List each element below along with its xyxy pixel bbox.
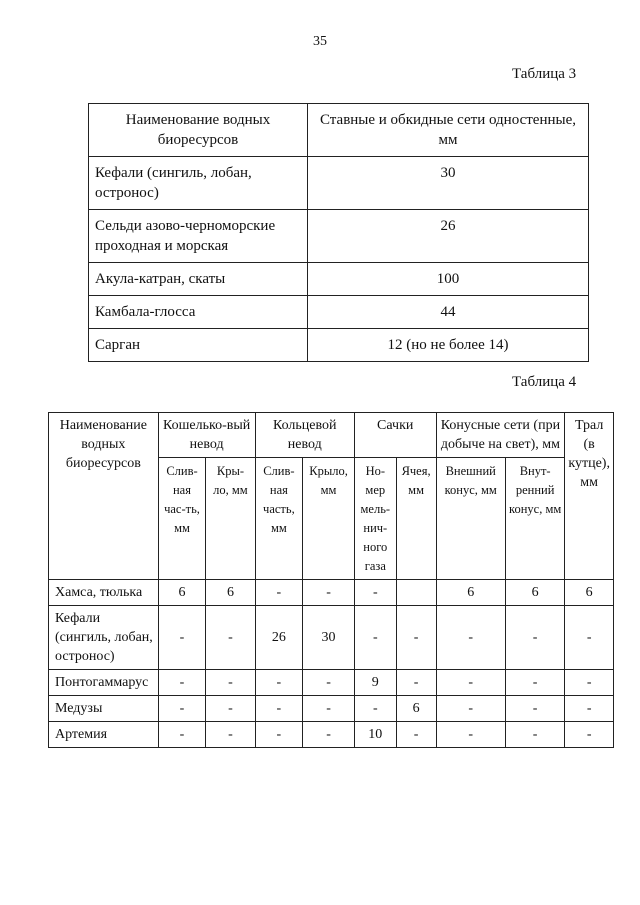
table3-row-name: Камбала-глосса <box>89 296 308 329</box>
table4-cell: 6 <box>396 696 436 722</box>
table4-cell: - <box>255 722 303 748</box>
table4-sub-kosh-sliv: Слив-ная час-ть, мм <box>158 458 206 580</box>
table4-cell: - <box>565 696 614 722</box>
table3-row-value: 12 (но не более 14) <box>308 329 589 362</box>
table3-row-value: 44 <box>308 296 589 329</box>
table4-cell: - <box>158 722 206 748</box>
table3-row-value: 26 <box>308 210 589 263</box>
table4-sub-sach-nomer: Но-мер мель-нич-ного газа <box>354 458 396 580</box>
table3-row-value: 100 <box>308 263 589 296</box>
table4-row-name: Хамса, тюлька <box>49 580 159 606</box>
table3 <box>88 103 589 362</box>
table4-cell: - <box>158 670 206 696</box>
table4-cell: - <box>396 722 436 748</box>
table-row <box>49 696 614 722</box>
table4-cell: - <box>436 722 505 748</box>
table4-cell: - <box>354 606 396 670</box>
table4-cell <box>396 580 436 606</box>
table4-cell: - <box>505 722 564 748</box>
table4-sub-kolt-sliv: Слив-ная часть, мм <box>255 458 303 580</box>
table4-cell: - <box>354 580 396 606</box>
table4-sub-kolt-krylo: Крыло, мм <box>303 458 355 580</box>
table4-cell: - <box>303 722 355 748</box>
table3-row-name: Сельди азово-черноморские проходная и морская <box>89 210 308 263</box>
table4-cell: 6 <box>206 580 255 606</box>
table4-header-koshelkovy: Кошелько-вый невод <box>158 413 255 458</box>
table3-row-name: Кефали (сингиль, лобан, остронос) <box>89 157 308 210</box>
table4-row-name: Кефали (сингиль, лобан, остронос) <box>49 606 159 670</box>
table4-cell: 6 <box>436 580 505 606</box>
table3-caption: Таблица 3 <box>512 66 577 82</box>
table-row <box>49 580 614 606</box>
table4-sub-sach-yacheya: Ячея, мм <box>396 458 436 580</box>
table4-cell: 6 <box>505 580 564 606</box>
table4 <box>48 412 614 748</box>
table4-cell: 26 <box>255 606 303 670</box>
table4-cell: - <box>505 670 564 696</box>
table4-header-row <box>49 413 614 458</box>
table4-cell: 6 <box>565 580 614 606</box>
table4-sub-kon-vnutrenniy: Внут-ренний конус, мм <box>505 458 564 580</box>
table4-cell: - <box>206 606 255 670</box>
table-row <box>49 722 614 748</box>
table4-sub-kosh-krylo: Кры-ло, мм <box>206 458 255 580</box>
table4-cell: - <box>396 670 436 696</box>
table4-cell: - <box>436 670 505 696</box>
table4-cell: - <box>206 722 255 748</box>
table4-cell: - <box>303 580 355 606</box>
table4-cell: - <box>505 606 564 670</box>
table-row <box>89 210 589 263</box>
table4-cell: - <box>565 722 614 748</box>
table4-row-name: Медузы <box>49 696 159 722</box>
table4-header-name: Наименование водных биоресурсов <box>49 413 159 580</box>
table4-cell: - <box>565 606 614 670</box>
table4-cell: - <box>436 696 505 722</box>
table4-row-name: Артемия <box>49 722 159 748</box>
table4-cell: - <box>565 670 614 696</box>
table4-cell: - <box>505 696 564 722</box>
table4-cell: - <box>158 696 206 722</box>
table4-cell: - <box>206 670 255 696</box>
table4-header-koltsevoy: Кольцевой невод <box>255 413 354 458</box>
table4-body <box>49 580 614 748</box>
page-number: 35 <box>313 34 327 49</box>
table4-cell: 30 <box>303 606 355 670</box>
table4-header-konusnye: Конусные сети (при добыче на свет), мм <box>436 413 565 458</box>
table4-header-sachki: Сачки <box>354 413 436 458</box>
table4-cell: - <box>158 606 206 670</box>
table4-cell: - <box>255 580 303 606</box>
table3-header-row <box>89 104 589 157</box>
table-row <box>89 329 589 362</box>
table4-cell: - <box>303 670 355 696</box>
table4-cell: 6 <box>158 580 206 606</box>
table3-header-name: Наименование водных биоресурсов <box>89 104 308 157</box>
table4-cell: 10 <box>354 722 396 748</box>
table4-cell: - <box>255 670 303 696</box>
table3-header-nets: Ставные и обкидные сети одностенные, мм <box>308 104 589 157</box>
table3-row-value: 30 <box>308 157 589 210</box>
table4-cell: - <box>303 696 355 722</box>
table4-cell: - <box>206 696 255 722</box>
table4-cell: 9 <box>354 670 396 696</box>
table4-sub-kon-vneshniy: Внешний конус, мм <box>436 458 505 580</box>
table4-cell: - <box>354 696 396 722</box>
table-row <box>89 157 589 210</box>
table4-cell: - <box>255 696 303 722</box>
table4-cell: - <box>396 606 436 670</box>
table4-header-tral: Трал (в кутце), мм <box>565 413 614 580</box>
table-row <box>49 670 614 696</box>
table4-cell: - <box>436 606 505 670</box>
table4-row-name: Понтогаммарус <box>49 670 159 696</box>
table-row <box>89 263 589 296</box>
table-row <box>49 606 614 670</box>
table3-row-name: Акула-катран, скаты <box>89 263 308 296</box>
table3-row-name: Сарган <box>89 329 308 362</box>
table4-caption: Таблица 4 <box>512 374 577 390</box>
table-row <box>89 296 589 329</box>
